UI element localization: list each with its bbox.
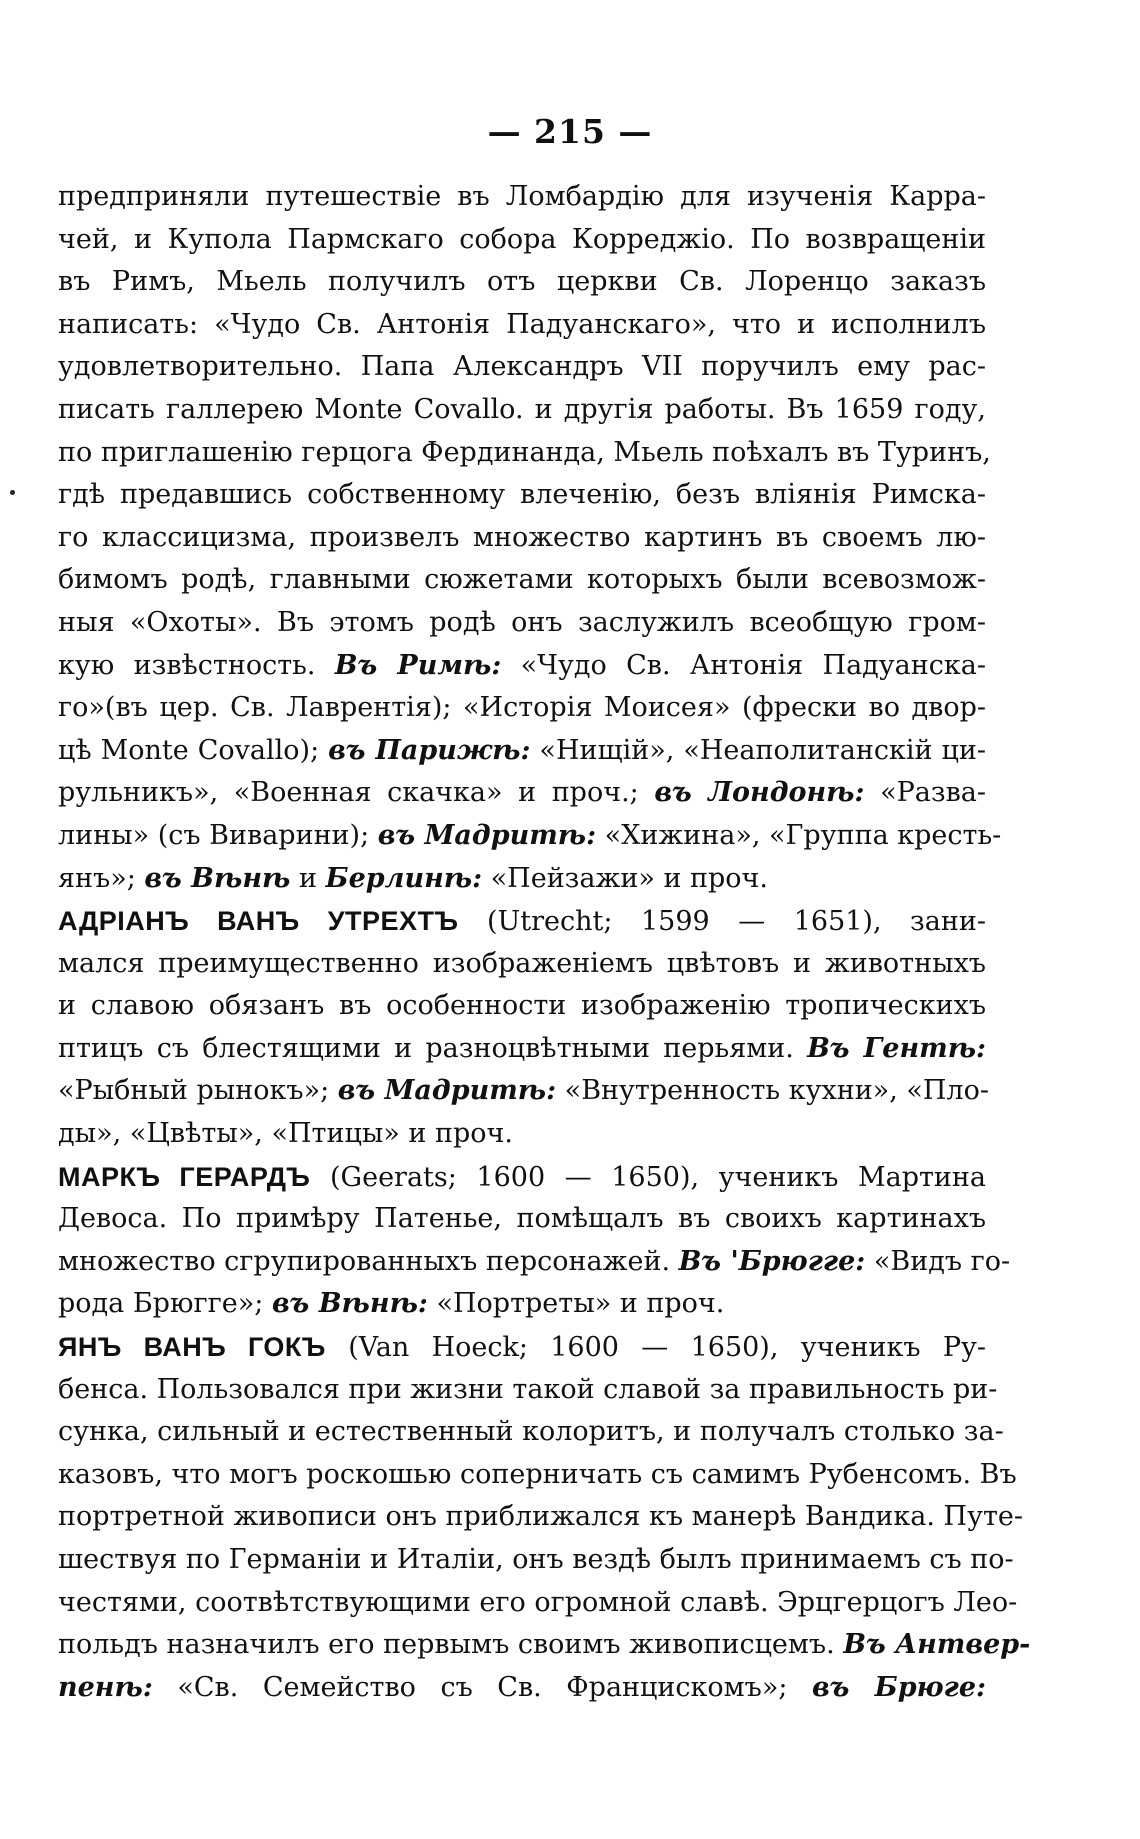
- text-span: бимомъ родѣ, главными сюжетами которыхъ были всевозмож-: [58, 564, 986, 596]
- text-span: мался преимущественно изображеніемъ цвѣтовъ и животныхъ: [58, 947, 986, 979]
- italic-location: въ Вѣнѣ: [144, 862, 291, 894]
- text-line: [58, 474, 986, 517]
- body-text: [58, 176, 1031, 1709]
- text-line: [58, 1283, 986, 1326]
- margin-dot-mark: [10, 490, 15, 495]
- text-line: [58, 772, 986, 815]
- text-span: «Портреты» и проч.: [427, 1288, 725, 1320]
- text-span: «Видъ го-: [865, 1245, 1011, 1277]
- text-span: гдѣ предавшись собственному влеченію, безъ вліянія Римска-: [58, 479, 986, 511]
- text-span: чей, и Купола Пармскаго собора Корреджіо. По возвращеніи: [58, 223, 986, 255]
- text-line: [58, 1454, 1017, 1497]
- text-span: лины» (съ Виварини);: [58, 819, 378, 851]
- italic-location: Въ Римѣ:: [334, 649, 502, 681]
- text-span: «Св. Семейство съ Св. Францискомъ»;: [152, 1671, 812, 1703]
- text-line: [58, 219, 986, 262]
- text-span: «Внутренность кухни», «Пло-: [556, 1075, 989, 1107]
- text-line: [58, 943, 986, 986]
- text-line: [58, 985, 986, 1028]
- italic-location: въ Вѣнѣ:: [271, 1288, 428, 1320]
- text-line: [58, 687, 986, 730]
- text-span: ды», «Цвѣты», «Птицы» и проч.: [58, 1118, 513, 1150]
- text-line: [58, 1624, 1031, 1667]
- text-span: рульникъ», «Военная скачка» и проч.;: [58, 777, 655, 809]
- text-span: го»(въ цер. Св. Лаврентія); «Исторія Моисея» (фрески во двор-: [58, 692, 986, 724]
- text-line: [58, 1411, 1004, 1454]
- italic-location: въ Брюге:: [811, 1671, 986, 1703]
- text-span: (Utrecht; 1599 — 1651), зани-: [458, 906, 986, 938]
- text-line: [58, 1113, 986, 1156]
- text-line: [58, 1582, 1018, 1625]
- italic-location: въ Парижѣ:: [328, 734, 531, 766]
- italic-location: Въ Гентѣ:: [807, 1032, 987, 1064]
- text-span: «Рыбный рынокъ»;: [58, 1075, 338, 1107]
- text-span: предприняли путешествіе въ Ломбардію для изученія Карра-: [58, 181, 986, 212]
- text-span: «Разва-: [864, 777, 987, 809]
- text-line: [58, 900, 986, 943]
- text-line: [58, 261, 986, 304]
- italic-location: Берлинѣ:: [325, 862, 483, 894]
- text-line: [58, 1070, 989, 1113]
- text-span: польдъ назначилъ его первымъ своимъ живописцемъ.: [58, 1629, 844, 1661]
- italic-location: Въ Антвер-: [843, 1629, 1031, 1661]
- text-span: бенса. Пользовался при жизни такой славой за правильность ри-: [58, 1373, 998, 1405]
- italic-location: въ Мадритѣ:: [377, 819, 597, 851]
- text-span: Девоса. По примѣру Патенье, помѣщалъ въ своихъ картинахъ: [58, 1203, 986, 1235]
- text-span: въ Римъ, Мьель получилъ отъ церкви Св. Лоренцо заказъ: [58, 266, 986, 298]
- text-span: писать галлерею Monte Covallo. и другія работы. Въ 1659 году,: [58, 393, 986, 425]
- page-number: — 215 —: [487, 112, 653, 151]
- text-line: [58, 1667, 986, 1710]
- italic-location: въ Лондонѣ:: [654, 777, 865, 809]
- text-span: «Нищій», «Неаполитанскій ци-: [530, 734, 986, 766]
- text-line: [58, 602, 986, 645]
- text-line: [58, 1326, 986, 1369]
- text-line: [58, 176, 986, 219]
- text-span: «Хижина», «Группа кресть-: [596, 819, 1002, 851]
- text-line: [58, 304, 986, 347]
- italic-location: пенѣ:: [58, 1671, 153, 1703]
- text-line: [58, 645, 986, 688]
- text-span: (Geerats; 1600 — 1650), ученикъ Мартина: [310, 1161, 987, 1193]
- text-span: и славою обязанъ въ особенности изображенію тропическихъ: [58, 990, 986, 1022]
- text-line: [58, 730, 986, 773]
- artist-name-heading: АДРІАНЪ ВАНЪ УТРЕХТЪ: [58, 906, 459, 937]
- text-line: [58, 815, 1002, 858]
- text-line: [58, 517, 986, 560]
- text-line: [58, 432, 991, 475]
- text-span: (Van Hoeck; 1600 — 1650), ученикъ Ру-: [325, 1332, 986, 1364]
- text-span: птицъ съ блестящими и разноцвѣтными перьями.: [58, 1032, 808, 1064]
- text-line: [58, 346, 986, 389]
- text-span: шествуя по Германіи и Италіи, онъ вездѣ былъ принимаемъ съ по-: [58, 1544, 1014, 1575]
- text-line: [58, 1198, 986, 1241]
- artist-name-heading: МАРКЪ ГЕРАРДЪ: [58, 1161, 311, 1192]
- text-span: янъ»;: [58, 862, 145, 894]
- text-span: цѣ Monte Covallo);: [58, 734, 329, 766]
- text-line: [58, 1156, 986, 1199]
- text-span: кую извѣстность.: [58, 649, 335, 681]
- artist-name-heading: ЯНЪ ВАНЪ ГОКЪ: [58, 1332, 326, 1363]
- text-line: [58, 1369, 998, 1412]
- text-span: сунка, сильный и естественный колоритъ, и получалъ столько за-: [58, 1416, 1004, 1448]
- text-span: го классицизма, произвелъ множество картинъ въ своемъ лю-: [58, 521, 986, 553]
- text-span: и: [290, 862, 326, 894]
- text-line: [58, 1496, 1024, 1539]
- text-span: «Пейзажи» и проч.: [482, 862, 768, 894]
- text-span: по приглашенію герцога Фердинанда, Мьель поѣхалъ въ Туринъ,: [58, 436, 991, 468]
- italic-location: Въ 'Брюгге:: [678, 1245, 866, 1277]
- text-span: казовъ, что могъ роскошью соперничать съ самимъ Рубенсомъ. Въ: [58, 1458, 1017, 1490]
- text-span: множество сгрупированныхъ персонажей.: [58, 1245, 679, 1277]
- text-line: [58, 389, 986, 432]
- text-line: [58, 1241, 1011, 1284]
- text-line: [58, 559, 986, 602]
- text-line: [58, 858, 986, 901]
- text-span: портретной живописи онъ приближался къ манерѣ Вандика. Путе-: [58, 1501, 1024, 1533]
- text-line: [58, 1539, 1014, 1582]
- italic-location: въ Мадритѣ:: [337, 1075, 557, 1107]
- text-span: «Чудо Св. Антонія Падуанска-: [501, 649, 986, 681]
- text-span: написать: «Чудо Св. Антонія Падуанскаго», что и исполнилъ: [58, 308, 986, 340]
- text-span: рода Брюгге»;: [58, 1288, 272, 1320]
- text-span: удовлетворительно. Папа Александръ VII поручилъ ему рас-: [58, 351, 986, 383]
- text-span: ныя «Охоты». Въ этомъ родѣ онъ заслужилъ всеобщую гром-: [58, 606, 986, 638]
- text-line: [58, 1028, 986, 1071]
- text-span: честями, соотвѣтствующими его огромной славѣ. Эрцгерцогъ Лео-: [58, 1586, 1018, 1618]
